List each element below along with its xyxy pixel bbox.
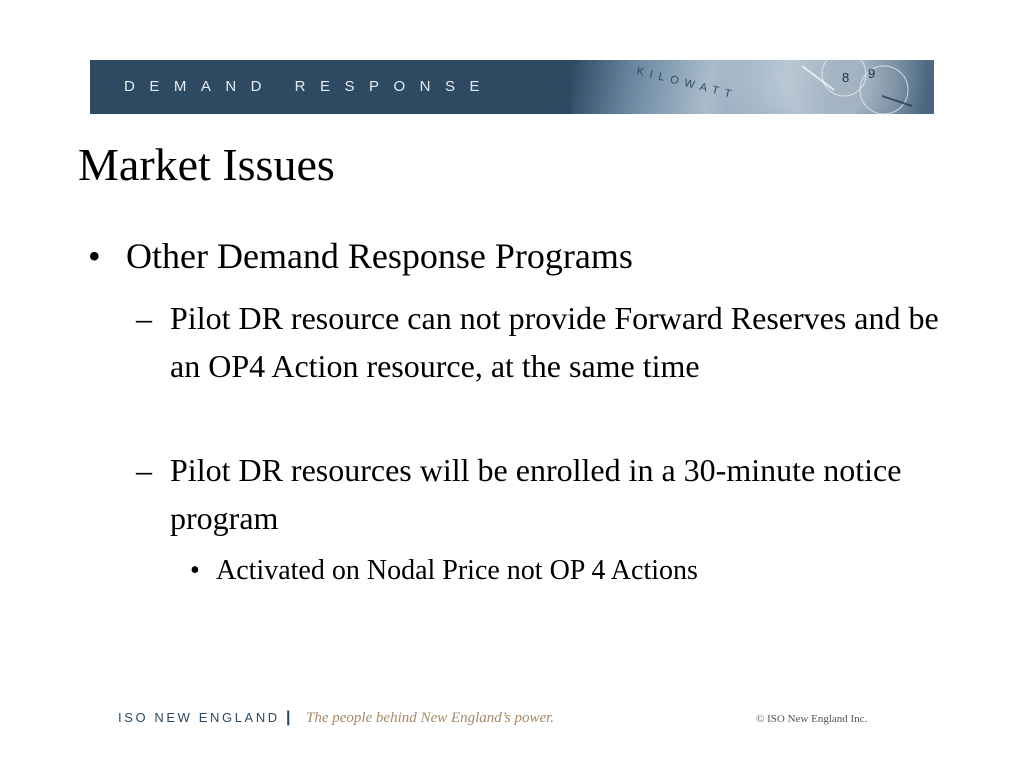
bullet-text: Other Demand Response Programs bbox=[126, 236, 633, 276]
sub-sub-bullet-marker: • bbox=[190, 555, 200, 586]
footer-tagline: The people behind New England’s power. bbox=[306, 710, 555, 726]
sub-bullet-text: Pilot DR resource can not provide Forward Reserves and be an OP4 Action resource, at the same time bbox=[170, 300, 939, 384]
banner-art-text: KILOWATT bbox=[635, 65, 739, 102]
header-banner bbox=[90, 60, 934, 114]
kilowatt-meter-image bbox=[572, 60, 934, 114]
footer-copyright: © ISO New England Inc. bbox=[756, 713, 868, 725]
sub-sub-bullet-text: Activated on Nodal Price not OP 4 Actions bbox=[216, 555, 698, 586]
sub-bullet bbox=[136, 446, 936, 542]
bullet-marker: • bbox=[88, 236, 101, 276]
slide-title: Market Issues bbox=[78, 139, 335, 190]
sub-bullet-text: Pilot DR resources will be enrolled in a 30-minute notice program bbox=[170, 452, 902, 536]
sub-bullet-marker: – bbox=[136, 452, 152, 488]
banner-title: DEMAND RESPONSE bbox=[124, 78, 495, 95]
svg-text:9: 9 bbox=[868, 66, 876, 81]
svg-text:8: 8 bbox=[842, 70, 850, 85]
footer-separator: | bbox=[286, 709, 291, 726]
sub-bullet-marker: – bbox=[136, 300, 152, 336]
sub-bullet bbox=[136, 294, 939, 390]
footer-organization: ISO NEW ENGLAND bbox=[118, 710, 280, 725]
